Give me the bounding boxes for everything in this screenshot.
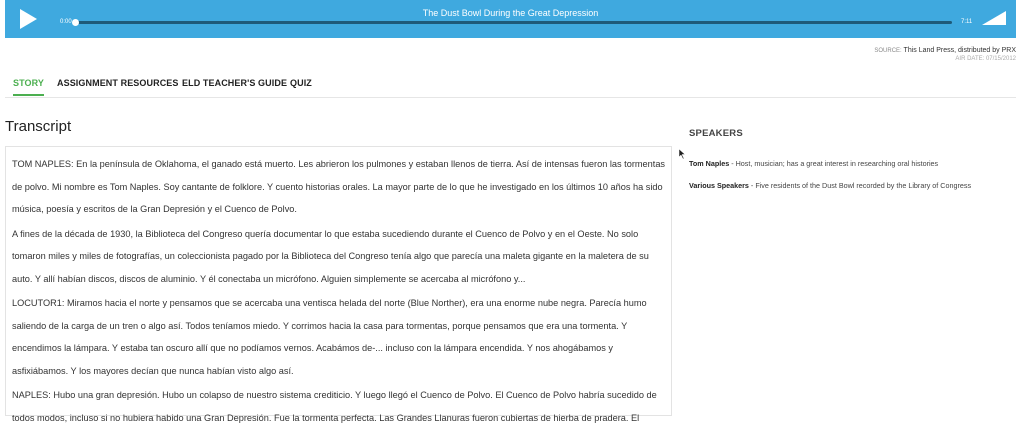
speaker-item — [689, 179, 1009, 193]
mouse-cursor-icon — [679, 149, 687, 159]
track-title: The Dust Bowl During the Great Depression — [422, 8, 599, 18]
speaker-description: - Five residents of the Dust Bowl recorded by the Library of Congress — [748, 181, 972, 190]
tab-assignment-resources[interactable]: ASSIGNMENT RESOURCES — [57, 78, 179, 88]
speaker-description: - Host, musician; has a great interest in researching oral histories — [729, 159, 939, 168]
speaker-item — [689, 157, 1009, 171]
source-info — [874, 47, 1016, 62]
transcript-box[interactable] — [5, 146, 672, 423]
speakers-panel — [689, 128, 1009, 201]
total-time: 7:11 — [961, 19, 973, 25]
speaker-name: Tom Naples — [689, 159, 730, 168]
speaker-name: Various Speakers — [689, 181, 749, 190]
volume-icon[interactable] — [981, 10, 1007, 26]
progress-knob[interactable] — [72, 19, 79, 26]
tab-story[interactable]: STORY — [13, 78, 44, 96]
transcript-heading: Transcript — [5, 118, 72, 135]
air-date: AIR DATE: 07/15/2012 — [955, 56, 1016, 62]
progress-bar[interactable] — [75, 21, 952, 24]
source-label: SOURCE: — [874, 48, 902, 54]
speakers-title: SPEAKERS — [689, 128, 743, 139]
tab-bar — [5, 72, 1016, 98]
current-time: 0:00 — [60, 19, 72, 25]
play-button[interactable] — [5, 0, 51, 38]
audio-player — [5, 0, 1016, 38]
source-value: This Land Press, distributed by PRX — [903, 47, 1016, 54]
tab-eld-teachers-guide[interactable]: ELD TEACHER'S GUIDE — [182, 78, 288, 88]
tab-quiz[interactable]: QUIZ — [290, 78, 312, 88]
transcript-paragraph: A fines de la década de 1930, la Biblioteca del Congreso quería documentar lo que estaba sucediendo durante el Cuenco de Polvo y en el Oeste. No solo tomaron miles y miles de fotografías, un coleccionista pagado por la Biblioteca del Congreso tenía algo que parecía una maleta gigante en la maletera de su auto. Y allí habían discos, discos de aluminio. Y él conectaba un micrófono. Alguien simplemente se acercaba al micrófono y... — [12, 228, 649, 284]
transcript-paragraph: LOCUTOR1: Miramos hacia el norte y pensamos que se acercaba una ventisca helada del norte (Blue Norther), era una enorme nube negra. Parecía humo saliendo de la carga de un tren o algo así. Todos teníamos miedo. Y corrimos hacia la casa para tormentas, porque pensamos que era una tormenta. Y encendimos la lámpara. Y estaba tan oscuro allí que no podíamos vernos. Acabámos de-... incluso con la lámpara encendida. Y nos ahogábamos y asfixiábamos. Y los mayores decían que nunca habían visto algo así. — [12, 298, 647, 376]
transcript-paragraph: NAPLES: Hubo una gran depresión. Hubo un colapso de nuestro sistema crediticio. Y luego llegó el Cuenco de Polvo. El Cuenco de Polvo habría sucedido de todos modos, incluso si no hubiera habido una Gran Depresión. Fue la tormenta perfecta. Las Grandes Llanuras fueron cubiertas de hierba de pradera. El — [12, 390, 657, 423]
transcript-paragraph: TOM NAPLES: En la península de Oklahoma, el ganado está muerto. Les abrieron los pulmones y estaban llenos de tierra. Así de intensas fueron las tormentas de polvo. Mi nombre es Tom Naples. Soy cantante de folklore. Y cuento historias orales. La mayor parte de lo que he investigado en los últimos 10 años ha sido música, poesía y escritos de la Gran Depresión y el Cuenco de Polvo. — [12, 159, 666, 214]
